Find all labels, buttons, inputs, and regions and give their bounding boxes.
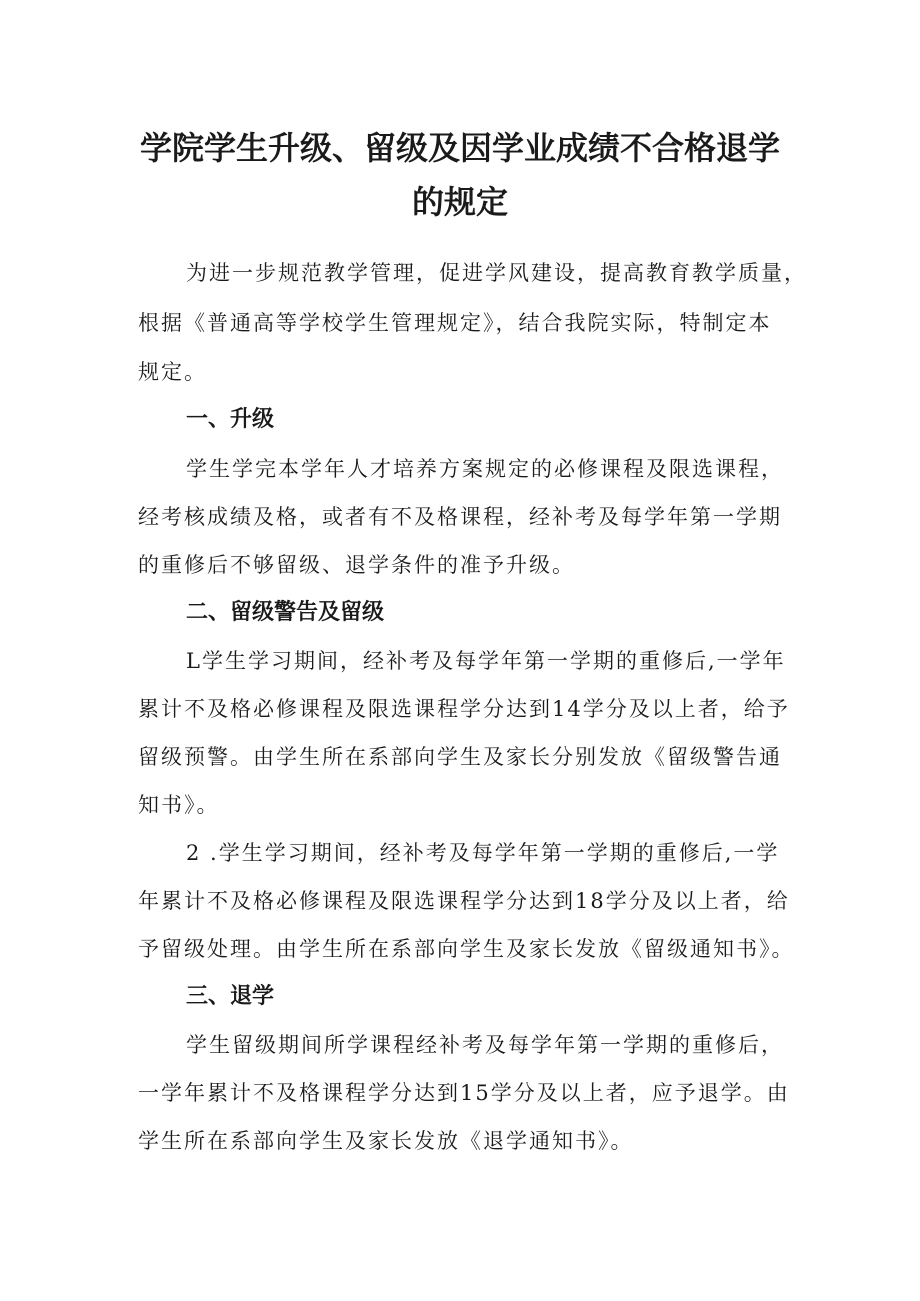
section-2-item-1-line-3: 留级预警。由学生所在系部向学生及家长分别发放《留级警告通 bbox=[138, 745, 782, 769]
section-2-item-2-line-2: 年累计不及格必修课程及限选课程学分达到18学分及以上者，给 bbox=[138, 889, 790, 913]
section-1-line-3: 的重修后不够留级、退学条件的准予升级。 bbox=[138, 553, 575, 577]
section-1-line-1: 学生学完本学年人才培养方案规定的必修课程及限选课程， bbox=[186, 457, 784, 481]
section-1-line-2: 经考核成绩及格，或者有不及格课程，经补考及每学年第一学期 bbox=[138, 505, 782, 529]
section-3-line-2: 一学年累计不及格课程学分达到15学分及以上者，应予退学。由 bbox=[138, 1081, 790, 1105]
intro-line-2: 根据《普通高等学校学生管理规定》，结合我院实际，特制定本 bbox=[138, 311, 772, 335]
section-3-line-3: 学生所在系部向学生及家长发放《退学通知书》。 bbox=[138, 1129, 634, 1153]
section-2-item-2-line-3: 予留级处理。由学生所在系部向学生及家长发放《留级通知书》。 bbox=[138, 937, 795, 961]
section-2-item-1-line-4: 知书》。 bbox=[138, 793, 220, 817]
intro-line-3: 规定。 bbox=[138, 360, 207, 384]
section-1-heading: 一、升级 bbox=[186, 407, 275, 432]
section-2-item-1-line-2: 累计不及格必修课程及限选课程学分达到14学分及以上者，给予 bbox=[138, 697, 790, 721]
section-2-item-2-line-1: 2 .学生学习期间，经补考及每学年第一学期的重修后,一学 bbox=[186, 841, 780, 865]
intro-line-1: 为进一步规范教学管理，促进学风建设，提高教育教学质量， bbox=[186, 261, 807, 285]
section-2-heading: 二、留级警告及留级 bbox=[186, 600, 385, 625]
document-title-line-1: 学院学生升级、留级及因学业成绩不合格退学 bbox=[139, 129, 780, 167]
section-2-item-1-line-1: L学生学习期间，经补考及每学年第一学期的重修后,一学年 bbox=[186, 649, 786, 673]
section-3-line-1: 学生留级期间所学课程经补考及每学年第一学期的重修后， bbox=[186, 1033, 784, 1057]
document-title-line-2: 的规定 bbox=[411, 183, 508, 221]
section-3-heading: 三、退学 bbox=[186, 984, 275, 1009]
